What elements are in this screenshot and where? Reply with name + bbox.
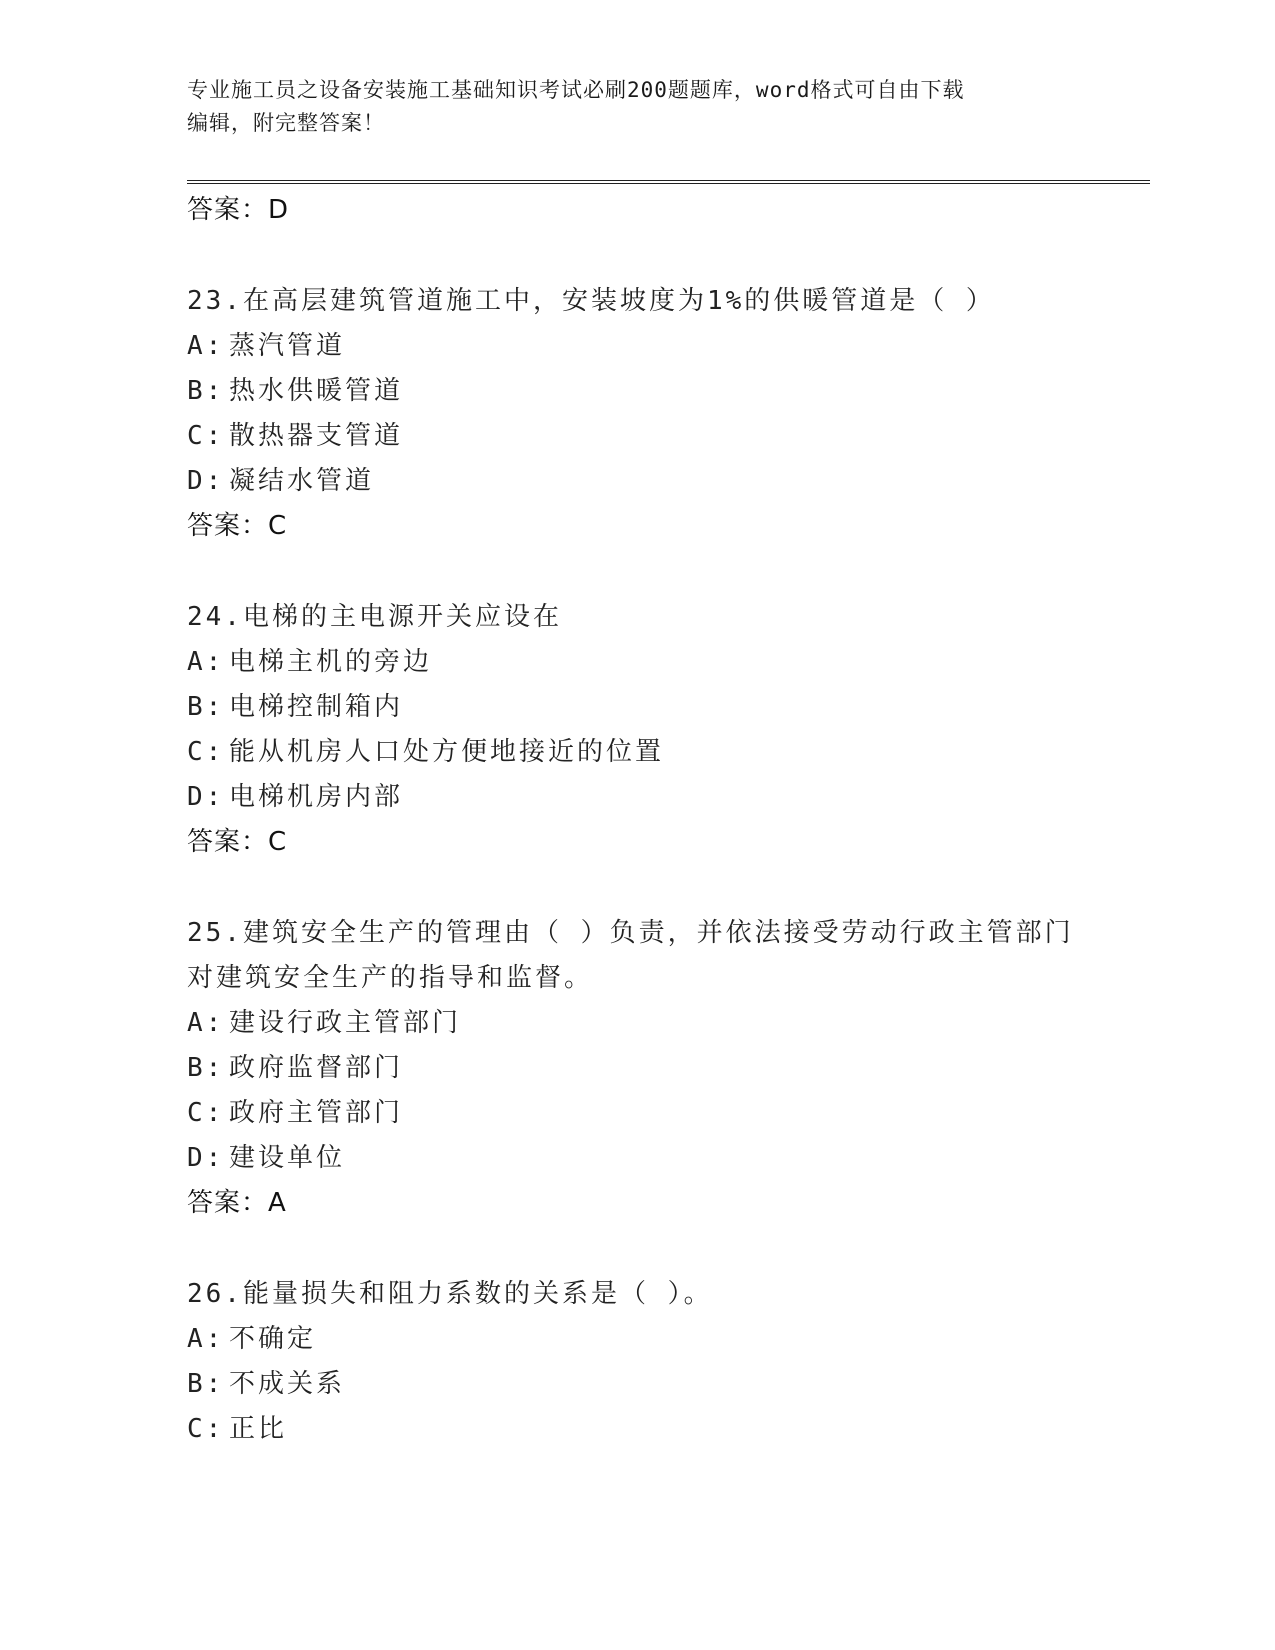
option-letter: D:: [187, 782, 225, 812]
spacer: [187, 549, 1087, 595]
option-letter: B:: [187, 1053, 225, 1083]
option-b: [187, 685, 1087, 730]
option-text: 热水供暖管道: [229, 376, 404, 406]
option-letter: B:: [187, 376, 225, 406]
document-header: [187, 74, 1087, 140]
option-text: 电梯主机的旁边: [229, 647, 433, 677]
answer: 答案：A: [187, 1188, 287, 1218]
option-letter: A:: [187, 1324, 225, 1354]
spacer: [187, 233, 1087, 279]
option-letter: C:: [187, 1414, 225, 1444]
question-24: [187, 595, 1087, 865]
previous-answer: 答案：D: [187, 195, 290, 225]
option-letter: A:: [187, 647, 225, 677]
option-b: [187, 1362, 1087, 1407]
option-letter: B:: [187, 692, 225, 722]
question-25: [187, 911, 1087, 1226]
option-text: 蒸汽管道: [229, 331, 346, 361]
option-text: 凝结水管道: [229, 466, 375, 496]
option-letter: C:: [187, 421, 225, 451]
option-letter: C:: [187, 737, 225, 767]
option-text: 政府主管部门: [229, 1098, 404, 1128]
answer: 答案：C: [187, 511, 288, 541]
option-c: [187, 414, 1087, 459]
header-divider: [187, 180, 1150, 184]
option-b: [187, 1046, 1087, 1091]
spacer: [187, 865, 1087, 911]
option-text: 建设行政主管部门: [229, 1008, 462, 1038]
option-a: [187, 640, 1087, 685]
option-text: 建设单位: [229, 1143, 346, 1173]
question-text-line2: 对建筑安全生产的指导和监督。: [187, 963, 594, 993]
option-c: [187, 1091, 1087, 1136]
option-text: 电梯机房内部: [229, 782, 404, 812]
header-title-line1: 专业施工员之设备安装施工基础知识考试必刷200题题库，word格式可自由下载: [187, 78, 965, 102]
option-text: 不成关系: [229, 1369, 346, 1399]
option-a: [187, 324, 1087, 369]
option-text: 不确定: [229, 1324, 317, 1354]
option-letter: C:: [187, 1098, 225, 1128]
question-text: 26.能量损失和阻力系数的关系是（ ）。: [187, 1279, 713, 1309]
option-d: [187, 459, 1087, 504]
question-23: [187, 279, 1087, 549]
header-title-line2: 编辑，附完整答案！: [187, 111, 385, 135]
option-letter: A:: [187, 331, 225, 361]
option-text: 能从机房人口处方便地接近的位置: [229, 737, 665, 767]
option-letter: A:: [187, 1008, 225, 1038]
question-26: [187, 1272, 1087, 1452]
spacer: [187, 1226, 1087, 1272]
option-text: 散热器支管道: [229, 421, 404, 451]
option-letter: B:: [187, 1369, 225, 1399]
option-b: [187, 369, 1087, 414]
option-letter: D:: [187, 1143, 225, 1173]
option-c: [187, 1407, 1087, 1452]
question-text: 23.在高层建筑管道施工中，安装坡度为1%的供暖管道是（ ）: [187, 286, 995, 316]
question-text-line1: 25.建筑安全生产的管理由（ ）负责，并依法接受劳动行政主管部门: [187, 918, 1074, 948]
option-a: [187, 1317, 1087, 1362]
option-text: 正比: [229, 1414, 288, 1444]
option-letter: D:: [187, 466, 225, 496]
option-a: [187, 1001, 1087, 1046]
option-d: [187, 775, 1087, 820]
answer: 答案：C: [187, 827, 288, 857]
question-text: 24.电梯的主电源开关应设在: [187, 602, 562, 632]
question-list: [187, 188, 1087, 1452]
option-text: 政府监督部门: [229, 1053, 404, 1083]
option-c: [187, 730, 1087, 775]
option-d: [187, 1136, 1087, 1181]
option-text: 电梯控制箱内: [229, 692, 404, 722]
